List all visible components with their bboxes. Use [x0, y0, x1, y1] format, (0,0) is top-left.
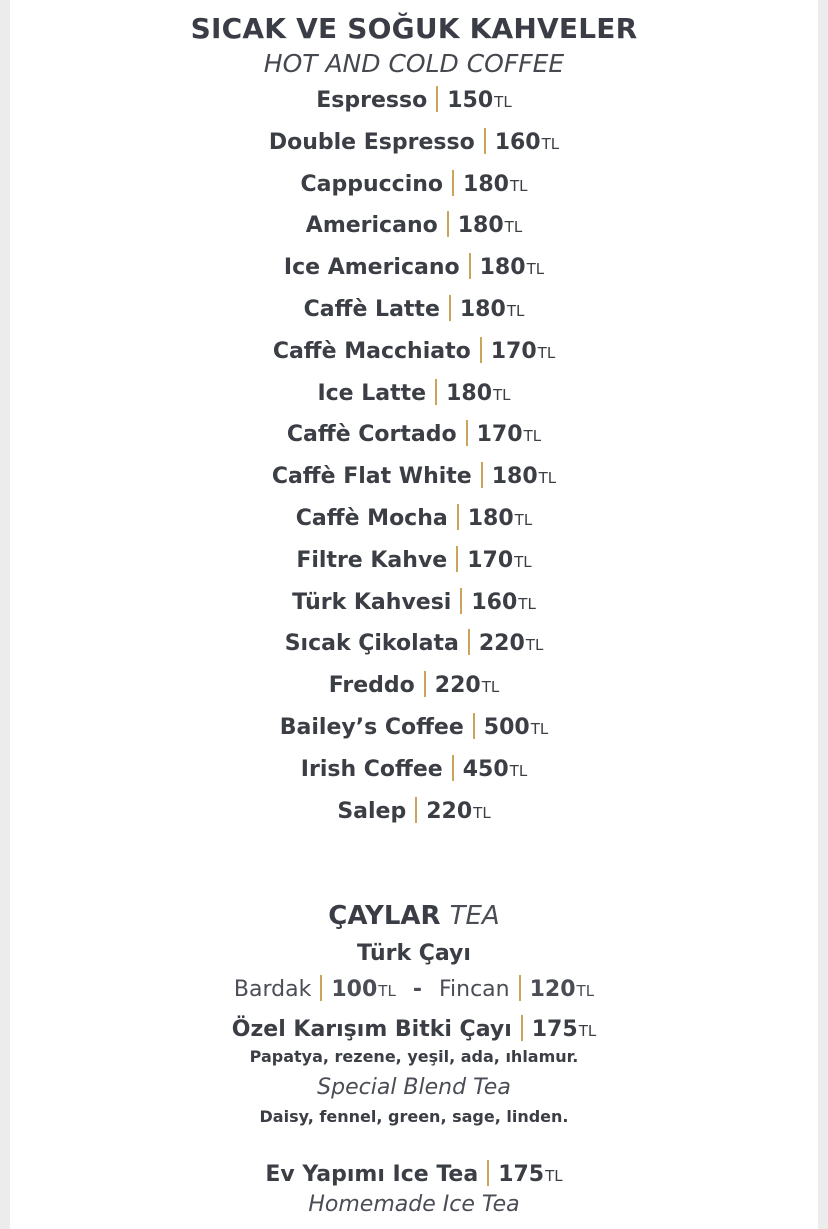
price-separator: [452, 170, 454, 196]
coffee-item-name: Americano: [305, 213, 438, 238]
price-separator: [424, 671, 426, 697]
coffee-item-name: Caffè Mocha: [295, 506, 448, 531]
coffee-item-name: Sıcak Çikolata: [284, 631, 459, 656]
blend-tea-row: [10, 1015, 818, 1046]
coffee-item-price: 160: [471, 590, 518, 615]
coffee-item-name: Salep: [337, 799, 407, 824]
coffee-item: [10, 462, 818, 493]
cup-label: Fincan: [438, 977, 510, 1002]
blend-tea-desc-tr: Papatya, rezene, yeşil, ada, ıhlamur.: [249, 1047, 579, 1066]
coffee-item-price: 150: [447, 88, 494, 113]
price-separator: [521, 1015, 523, 1041]
coffee-item-price: 180: [491, 464, 538, 489]
currency-label: TL: [525, 636, 544, 654]
currency-label: TL: [518, 595, 536, 613]
ice-tea-name: Ev Yapımı Ice Tea: [265, 1162, 479, 1187]
currency-label: TL: [481, 678, 500, 696]
price-separator: [320, 975, 322, 1001]
ice-tea-price: 175: [498, 1162, 545, 1187]
coffee-item-price: 160: [494, 130, 541, 155]
price-separator: [468, 629, 470, 655]
coffee-item-price: 180: [479, 255, 526, 280]
currency-label: TL: [576, 982, 595, 1000]
currency-label: TL: [493, 386, 511, 404]
currency-label: TL: [523, 427, 542, 445]
coffee-item: [10, 546, 818, 577]
coffee-item-price: 180: [463, 172, 509, 197]
currency-label: TL: [514, 511, 533, 529]
turk-cayi-name: Türk Çayı: [357, 941, 471, 966]
coffee-item-price: 220: [426, 799, 473, 824]
price-separator: [473, 713, 475, 739]
price-separator: [466, 420, 468, 446]
coffee-item-name: Filtre Kahve: [296, 548, 448, 573]
glass-price: 100: [331, 977, 378, 1002]
blend-tea-price: 175: [531, 1017, 578, 1042]
tea-section-title: [10, 901, 818, 931]
tea-title-en: TEA: [449, 901, 500, 931]
coffee-item-name: Double Espresso: [268, 130, 475, 155]
coffee-section-subtitle: HOT AND COLD COFFEE: [263, 49, 565, 78]
coffee-item-price: 170: [476, 422, 523, 447]
coffee-item: [10, 170, 818, 201]
price-separator: [519, 975, 521, 1001]
coffee-item: [10, 211, 818, 242]
price-separator: [447, 211, 449, 237]
currency-label: TL: [494, 93, 512, 111]
coffee-item-name: Türk Kahvesi: [292, 590, 452, 615]
coffee-item-name: Cappuccino: [300, 172, 444, 197]
coffee-item-price: 220: [478, 631, 525, 656]
price-separator: [457, 504, 459, 530]
coffee-item-price: 180: [467, 506, 514, 531]
coffee-item: [10, 379, 818, 410]
coffee-item: [10, 671, 818, 702]
currency-label: TL: [514, 553, 532, 571]
price-separator: [436, 86, 438, 112]
currency-label: TL: [538, 469, 557, 487]
coffee-item: [10, 337, 818, 368]
coffee-item-name: Caffè Flat White: [271, 464, 472, 489]
coffee-item-name: Irish Coffee: [300, 757, 443, 782]
coffee-item-price: 170: [490, 339, 537, 364]
turk-cayi-prices: [10, 975, 818, 1002]
coffee-item: [10, 504, 818, 535]
coffee-item-price: 180: [457, 213, 504, 238]
menu-page: [10, 0, 818, 1229]
price-separator: [415, 797, 417, 823]
tea-title-tr: ÇAYLAR: [328, 901, 441, 931]
coffee-item: [10, 797, 818, 828]
currency-label: TL: [545, 1167, 563, 1185]
cup-price: 120: [529, 977, 576, 1002]
blend-tea-name: Özel Karışım Bitki Çayı: [231, 1017, 512, 1042]
price-separator: [469, 253, 471, 279]
coffee-item-name: Caffè Latte: [303, 297, 440, 322]
coffee-item-name: Bailey’s Coffee: [279, 715, 464, 740]
coffee-item: [10, 755, 818, 786]
price-separator: [452, 755, 454, 781]
ice-tea-name-en: Homemade Ice Tea: [308, 1192, 520, 1217]
price-separator: [456, 546, 458, 572]
currency-label: TL: [509, 177, 528, 195]
price-separator: [480, 337, 482, 363]
coffee-item-name: Espresso: [316, 88, 428, 113]
coffee-item-price: 450: [462, 757, 509, 782]
price-separator: [435, 379, 437, 405]
coffee-item-name: Ice Americano: [283, 255, 460, 280]
coffee-item-name: Caffè Cortado: [286, 422, 457, 447]
currency-label: TL: [526, 260, 545, 278]
coffee-item: [10, 253, 818, 284]
price-dash: -: [412, 977, 422, 1002]
coffee-item-name: Ice Latte: [317, 381, 427, 406]
coffee-item-price: 500: [483, 715, 530, 740]
price-separator: [481, 462, 483, 488]
glass-label: Bardak: [233, 977, 312, 1002]
coffee-item: [10, 713, 818, 744]
currency-label: TL: [506, 302, 525, 320]
coffee-item-price: 220: [434, 673, 481, 698]
price-separator: [487, 1160, 489, 1186]
coffee-item: [10, 420, 818, 451]
price-separator: [484, 128, 486, 154]
currency-label: TL: [578, 1022, 597, 1040]
currency-label: TL: [509, 762, 528, 780]
blend-tea-desc-en: Daisy, fennel, green, sage, linden.: [259, 1107, 569, 1126]
currency-label: TL: [378, 982, 396, 1000]
currency-label: TL: [473, 804, 491, 822]
ice-tea-row: [10, 1160, 818, 1191]
coffee-item: [10, 128, 818, 159]
coffee-item-name: Freddo: [328, 673, 415, 698]
coffee-item-price: 180: [446, 381, 493, 406]
coffee-item: [10, 295, 818, 326]
currency-label: TL: [537, 344, 556, 362]
coffee-item: [10, 588, 818, 619]
coffee-item-price: 180: [459, 297, 506, 322]
currency-label: TL: [530, 720, 549, 738]
blend-tea-name-en: Special Blend Tea: [317, 1075, 511, 1100]
coffee-section-title: SICAK VE SOĞUK KAHVELER: [190, 12, 638, 45]
currency-label: TL: [504, 218, 523, 236]
coffee-item: [10, 629, 818, 660]
currency-label: TL: [541, 135, 560, 153]
price-separator: [460, 588, 462, 614]
coffee-item-name: Caffè Macchiato: [272, 339, 471, 364]
coffee-item: [10, 86, 818, 117]
coffee-item-price: 170: [467, 548, 514, 573]
price-separator: [449, 295, 451, 321]
